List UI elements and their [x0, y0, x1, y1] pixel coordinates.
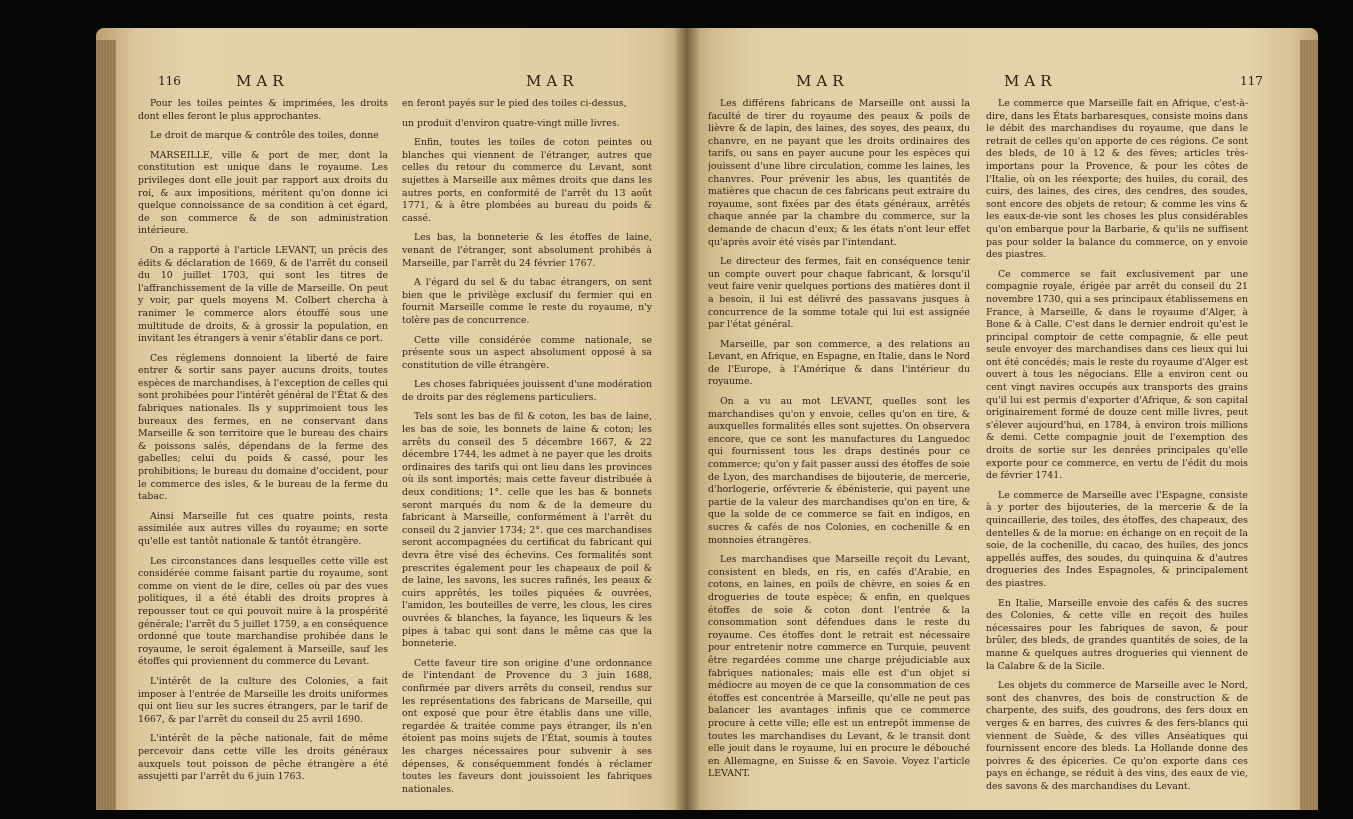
paragraph: Le commerce de Marseille avec l'Espagne, consiste à y porter des bijouteries, de la mercerie & de la quincaillerie, des toiles, des étoffes, des chapeaux, des dentelles & de la morue: en échange on en reçoit de la soie, de la cochenille, du cacao, des huiles, des joncs appellés auffes, des soudes, du quinquina & d'autres drogueries des Indes Espagnoles, & principalement des piastres.	[986, 489, 1248, 589]
book-gutter	[674, 28, 700, 810]
paragraph: Enfin, toutes les toiles de coton peintes ou blanches qui viennent de l'étranger, autres que celles du retour du commerce du Levant, sont sujettes à Marseille aux mêmes droits que dans les autres ports, en conformité de l'arrêt du 13 août 1771, & à être plombées au bureau du poids & cassé.	[402, 137, 652, 224]
paragraph: Cette faveur tire son origine d'une ordonnance de l'intendant de Provence du 3 juin 1688, confirmée par divers arrêts du conseil, rendus sur les représentations des fabricans de Marseille, qui ont exposé que pour être établis dans une ville, regardée & traitée comme pays étranger, ils n'en étoient pas moins sujets de l'État, soumis à toutes les charges nécessaires pour subvenir à ses dépenses, & conséquemment fondés à réclamer toutes les faveurs dont jouissoient les fabriques nationales.	[402, 657, 652, 795]
left-page	[96, 28, 686, 810]
paragraph: Le droit de marque & contrôle des toiles, donne	[150, 130, 379, 142]
paragraph: En Italie, Marseille envoie des cafés & des sucres des Colonies, & cette ville en reçoit des huiles nécessaires pour les fabriques de savon, & pour brûler, des bleds, de grandes quantités de soies, de la manne & quelques autres drogueries qui viennent de la Calabre & de la Sicile.	[986, 597, 1248, 672]
paragraph: un produit d'environ quatre-vingt mille livres.	[402, 117, 620, 129]
right-page	[686, 28, 1318, 810]
paragraph: Les choses fabriquées jouissent d'une modération de droits par des réglemens particuliers.	[402, 379, 652, 403]
left-page-edges	[96, 40, 116, 810]
paragraph: Les circonstances dans lesquelles cette ville est considérée comme faisant partie du royaume, sont comme on vient de le dire, celles où par des vues politiques, il a été établi des droits propres à repousser tout ce qui pouvoit nuire à la prospérité générale; l'arrêt du 5 juillet 1759, a en conséquence ordonné que toute marchandise prohibée dans le royaume, le seroit également à Marseille, sauf les étoffes qui proviennent du commerce du Levant.	[138, 555, 388, 668]
paragraph: Les marchandises que Marseille reçoit du Levant, consistent en bleds, en ris, en cafés d'Arabie, en cotons, en laines, en poils de chèvre, en soies & en drogueries de toute espèce; & enfin, en quelques étoffes de soie & coton dont l'entrée & la consommation sont défendues dans le reste du royaume. Ces étoffes dont le retrait est nécessaire pour entretenir notre commerce en Turquie, peuvent être regardées comme une charge préjudiciable aux fabriques nationales; mais elle est d'un objet si médiocre au moyen de ce que la consommation de ces étoffes est concentrée à Marseille, qu'elle ne peut pas balancer les avantages infinis que ce commerce procure à cette ville; elle est un entrepôt immense de toutes les marchandises du Levant, & le transit dont elle jouit dans le royaume, lui en procure le débouché en Allemagne, en Suisse & en Savoie. Voyez l'article LEVANT.	[708, 554, 970, 780]
right-column-1	[708, 98, 970, 798]
paragraph: Le directeur des fermes, fait en conséquence tenir un compte ouvert pour chaque fabricant, & lorsqu'il veut faire venir quelques portions des matières dont il a besoin, il lui est délivré des passavans jusques à concurrence de la somme totale qui lui est assignée par l'état général.	[708, 256, 970, 331]
right-column-2	[986, 98, 1248, 798]
paragraph: Les objets du commerce de Marseille avec le Nord, sont des chanvres, des bois de construction & de charpente, des suifs, des goudrons, des fers doux en verges & en barres, des cuivres & des fers-blancs qui viennent de Suède, & des villes Anséatiques qui fournissent encore des bleds. La Hollande donne des poivres & des épiceries. Ce qu'on exporte dans ces pays en échange, se réduit à des vins, des eaux de vie, des savons & des marchandises du Levant.	[986, 680, 1248, 792]
paragraph: Pour les toiles peintes & imprimées, les droits dont elles feront le plus approchantes.	[138, 98, 388, 122]
right-header-left: MAR	[796, 72, 849, 90]
paragraph: On a rapporté à l'article LEVANT, un précis des édits & déclaration de 1669, & de l'arrêt du conseil du 10 juillet 1703, qui sont les titres de l'affranchissement de la ville de Marseille. On peut y voir, par quels moyens M. Colbert chercha à ranimer le commerce alors étouffé sous une multitude de droits, & à grossir la population, en invitant les étrangers à venir s'établir dans ce port.	[138, 244, 388, 345]
left-page-number: 116	[158, 74, 181, 88]
paragraph: Marseille, par son commerce, a des relations au Levant, en Afrique, en Espagne, en Italie, dans le Nord de l'Europe, à l'Amérique & dans l'intérieur du royaume.	[708, 338, 970, 388]
right-page-number: 117	[1240, 74, 1263, 88]
paragraph: Ainsi Marseille fut ces quatre points, resta assimilée aux autres villes du royaume; en sorte qu'elle est tantôt nationale & tantôt étrangère.	[138, 510, 388, 547]
paragraph: Le commerce que Marseille fait en Afrique, c'est-à-dire, dans les États barbaresques, consiste moins dans le débit des marchandises du royaume, que dans le retrait de celles qu'on apporte de ces régions. Ce sont des bleds, de 10 à 12 & des fèves; articles très-importans pour la Provence, & pour les côtes de l'Italie, où on les réexporte; des huiles, du corail, des cuirs, des laines, des cires, des cendres, des soudes, sont encore des objets de retour; & comme les vins & les eaux-de-vie sont les choses les plus considérables qu'on embarque pour la Barbarie, & qu'ils ne suffisent pas pour solder la balance du commerce, on y envoie des piastres.	[986, 98, 1248, 261]
paragraph: MARSEILLE, ville & port de mer, dont la constitution est unique dans le royaume. Les privileges dont elle jouit par rapport aux droits du roi, & aux impositions, méritent qu'on donne ici quelque connoissance de sa condition à cet égard, de son commerce & de son administration intérieure.	[138, 149, 388, 237]
left-header-right: MAR	[526, 72, 579, 90]
paragraph: On a vu au mot LEVANT, quelles sont les marchandises qu'on y envoie, celles qu'on en tire, & auxquelles formalités elles sont sujettes. On observera encore, que ce sont les manufactures du Languedoc qui fournissent tous les draps destinés pour ce commerce; qu'on y fait passer aussi des étoffes de soie de Lyon, des marchandises de bijouterie, de mercerie, d'horlogerie, orfévrerie & ébénisterie, qui payent une partie de la valeur des marchandises qu'on en tire, & que la solde de ce commerce se fait en indigos, en sucres & cafés de nos Colonies, en cochenille & en monnoies étrangères.	[708, 396, 970, 546]
paragraph: Les bas, la bonneterie & les étoffes de laine, venant de l'étranger, sont absolument prohibés à Marseille, par l'arrêt du 24 février 1767.	[402, 232, 652, 269]
paragraph: Ces réglemens donnoient la liberté de faire entrer & sortir sans payer aucuns droits, toutes espèces de marchandises, à l'exception de celles qui sont prohibées pour l'intérêt général de l'État & des fabriques nationales. Ils y supprimoient tous les bureaux des fermes, en ne conservant dans Marseille & son territoire que le bureau des chairs & poissons salés, dépendans de la ferme des gabelles; celui du poids & cassé, pour les prohibitions; le bureau du domaine d'occident, pour le commerce des isles, & le bureau de la ferme du tabac.	[138, 352, 388, 503]
left-column-2	[402, 98, 652, 798]
paragraph: L'intérêt de la culture des Colonies, a fait imposer à l'entrée de Marseille les droits uniformes qui ont lieu sur les sucres étrangers, par le tarif de 1667, & par l'arrêt du conseil du 25 avril 1690.	[138, 675, 388, 725]
paragraph: Les différens fabricans de Marseille ont aussi la faculté de tirer du royaume des peaux & poils de lièvre & de lapin, des laines, des soyes, des peaux, du chanvre, en ne payant que les droits ordinaires des tarifs, ou sans en payer aucune pour les espèces qui jouissent d'une libre circulation, comme les laines, les chanvres. Pour prévenir les abus, les quantités de matières que chacun de ces fabricans peut extraire du royaume, sont fixées par des états généraux, arrêtés chaque année par la chambre du commerce, sur la demande de chacun d'eux; & les états n'ont leur effet qu'après avoir été visés par l'intendant.	[708, 98, 970, 248]
open-book	[96, 28, 1318, 810]
paragraph: en feront payés sur le pied des toiles ci-dessus,	[402, 98, 627, 109]
right-page-edges	[1300, 40, 1318, 810]
paragraph: Tels sont les bas de fil & coton, les bas de laine, les bas de soie, les bonnets de laine & coton; les arrêts du conseil des 5 décembre 1667, & 22 décembre 1744, les admet à ne payer que les droits ordinaires des tarifs qui ont lieu dans les provinces où ils sont importés; mais cette faveur distribuée à deux conditions; 1°. celle que les bas & bonnets seront marqués du nom & de la demeure du fabricant à Marseille, conformément à l'arrêt du conseil du 2 janvier 1734; 2°. que ces marchandises seront accompagnées du certificat du fabricant qui devra être visé des échevins. Ces formalités sont prescrites également pour les chapeaux de poil & de laine, les savons, les sucres rafinés, les peaux & cuirs apprêtés, les toiles piquées & ouvrées, l'amidon, les bouteilles de verre, les clous, les cires ouvrées & blanches, la fayance, les liqueurs & les pipes à tabac qui sont dans le même cas que la bonneterie.	[402, 411, 652, 650]
left-column-1	[138, 98, 388, 798]
paragraph: Ce commerce se fait exclusivement par une compagnie royale, érigée par arrêt du conseil du 21 novembre 1730, qui a ses principaux établissemens en France, à Marseille, & dans le royaume d'Alger, à Bone & à Calle. C'est dans le dernier endroit qu'est le principal comptoir de cette compagnie, & elle peut seule envoyer des marchandises dans ces lieux qui lui ont été concédés; mais le reste du royaume d'Alger est ouvert à tous les négocians. Elle a environ cent ou cent vingt navires occupés aux transports des grains qu'il lui est permis d'exporter d'Afrique, & son capital originairement formé de douze cent mille livres, peut s'élever aujourd'hui, en 1784, à environ trois millions & demi. Cette compagnie jouit de l'exemption des droits de sortie sur les denrées principales qu'elle exporte pour ce commerce, en vertu de l'édit du mois de février 1741.	[986, 268, 1248, 482]
paragraph: A l'égard du sel & du tabac étrangers, on sent bien que le privilège exclusif du fermier qui en fournit Marseille comme le reste du royaume, n'y tolère pas de concurrence.	[402, 277, 652, 326]
right-header-right: MAR	[1004, 72, 1057, 90]
left-header-left: MAR	[236, 72, 289, 90]
paragraph: L'intérêt de la pêche nationale, fait de même percevoir dans cette ville les droits généraux auxquels tout poisson de pêche étrangère a été assujetti par l'arrêt du 6 juin 1763.	[138, 733, 388, 783]
paragraph: Cette ville considérée comme nationale, se présente sous un aspect absolument opposé à sa constitution de ville étrangère.	[402, 334, 652, 371]
